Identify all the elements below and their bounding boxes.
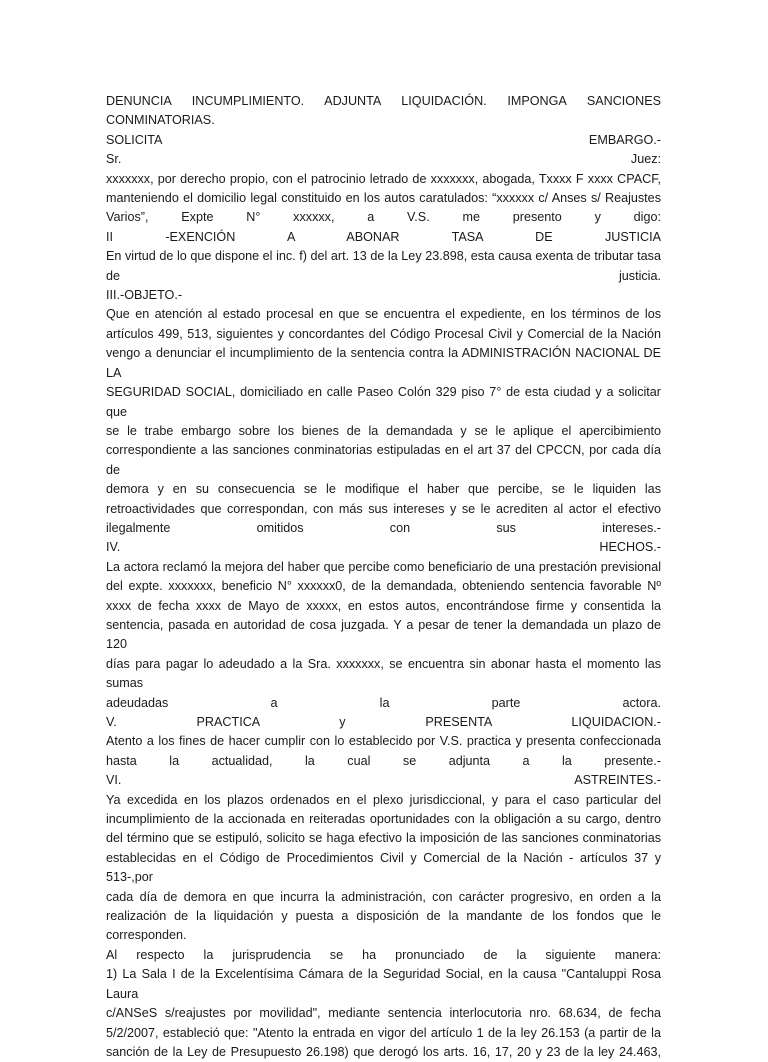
text-line: xxxxxxx, por derecho propio, con el patrocinio letrado de xxxxxxx, abogada, Txxxx F xxxx CPACF, bbox=[106, 171, 661, 186]
text-line: Que en atención al estado procesal en que se encuentra el expediente, en los términos de los bbox=[106, 307, 661, 322]
text-line: sanción de la Ley de Presupuesto 26.198) que derogó los arts. 16, 17, 20 y 23 de la ley 24.463, bbox=[106, 1044, 661, 1059]
text-line: IV. HECHOS.- bbox=[106, 540, 661, 555]
text-line: de justicia. bbox=[106, 268, 661, 283]
text-line: corresponden. bbox=[106, 928, 187, 943]
text-line: del expte. xxxxxxx, beneficio N° xxxxxx0, de la demandada, obteniendo sentencia favorable Nº bbox=[106, 579, 661, 594]
text-line: vengo a denunciar el incumplimiento de la sentencia contra la ADMINISTRACIÓN NACIONAL DE LA bbox=[106, 346, 661, 380]
text-line: III.-OBJETO.- bbox=[106, 288, 183, 303]
text-line: Sr. Juez: bbox=[106, 152, 661, 167]
text-line: ilegalmente omitidos con sus intereses.- bbox=[106, 520, 661, 535]
text-line: VI. ASTREINTES.- bbox=[106, 773, 661, 788]
text-line: demora y en su consecuencia se le modifique el haber que percibe, se le liquiden las bbox=[106, 482, 661, 497]
text-line: establecidas en el Código de Procedimientos Civil y Comercial de la Nación - artículos 37 y 513-,por bbox=[106, 850, 661, 885]
text-line: xxxx de fecha xxxx de Mayo de xxxxx, en estos autos, encontrándose firme y consentida la bbox=[106, 598, 661, 613]
text-line: Varios”, Expte N° xxxxxx, a V.S. me presento y digo: bbox=[106, 210, 661, 225]
text-line: cada día de demora en que incurra la administración, con carácter progresivo, en orden a la bbox=[106, 889, 661, 904]
text-line: SEGURIDAD SOCIAL, domiciliado en calle Paseo Colón 329 piso 7° de esta ciudad y a solicitar que bbox=[106, 385, 661, 419]
text-line: días para pagar lo adeudado a la Sra. xxxxxxx, se encuentra sin abonar hasta el momento las sumas bbox=[106, 656, 661, 691]
text-line: adeudadas a la parte actora. bbox=[106, 695, 661, 710]
text-line: 5/2/2007, estableció que: "Atento la entrada en vigor del artículo 1 de la ley 26.153 (a partir de la bbox=[106, 1025, 661, 1040]
text-line: Al respecto la jurisprudencia se ha pronunciado de la siguiente manera: bbox=[106, 947, 661, 962]
text-line: Ya excedida en los plazos ordenados en el plexo jurisdiccional, y para el caso particular del bbox=[106, 792, 661, 807]
text-line: c/ANSeS s/reajustes por movilidad", mediante sentencia interlocutoria nro. 68.634, de fecha bbox=[106, 1006, 661, 1021]
document-title: DENUNCIA INCUMPLIMIENTO. ADJUNTA LIQUIDACIÓN. IMPONGA SANCIONES CONMINATORIAS. bbox=[106, 94, 661, 128]
text-line: realización de la liquidación y puesta a disposición de la mandante de los fondos que le bbox=[106, 909, 661, 924]
text-line: sentencia, pasada en autoridad de cosa juzgada. Y a pesar de tener la demandada un plazo de 120 bbox=[106, 617, 661, 652]
text-line: V. PRACTICA y PRESENTA LIQUIDACION.- bbox=[106, 715, 661, 729]
text-line: SOLICITA EMBARGO.- bbox=[106, 132, 661, 147]
text-line: retroactividades que correspondan, con más sus intereses y se le acrediten al actor el efectivo bbox=[106, 501, 661, 516]
text-line: incumplimiento de la accionada en reiteradas oportunidades con la obligación a su cargo, dentro bbox=[106, 812, 661, 827]
text-line: 1) La Sala I de la Excelentísima Cámara de la Seguridad Social, en la causa "Cantaluppi Rosa Laura bbox=[106, 967, 661, 1001]
text-line: del término que se estipuló, solicito se haga efectivo la imposición de las sanciones conminatorias bbox=[106, 831, 661, 846]
document-page bbox=[106, 92, 661, 1062]
text-line: II -EXENCIÓN A ABONAR TASA DE JUSTICIA bbox=[106, 229, 661, 244]
text-line: se le trabe embargo sobre los bienes de la demandada y se le aplique el apercibimiento bbox=[106, 423, 661, 438]
text-line: artículos 499, 513, siguientes y concordantes del Código Procesal Civil y Comercial de la Nación bbox=[106, 326, 661, 341]
text-line: La actora reclamó la mejora del haber que percibe como beneficiario de una prestación previsional bbox=[106, 559, 661, 574]
text-line: En virtud de lo que dispone el inc. f) del art. 13 de la Ley 23.898, esta causa exenta de tributar tasa bbox=[106, 249, 661, 264]
text-line: manteniendo el domicilio legal constituido en los autos caratulados: “xxxxxx c/ Anses s/ Reajustes bbox=[106, 191, 661, 206]
text-line: hasta la actualidad, la cual se adjunta a la presente.- bbox=[106, 753, 661, 768]
text-line: Atento a los fines de hacer cumplir con lo establecido por V.S. practica y presenta confeccionada bbox=[106, 734, 661, 749]
text-line: correspondiente a las sanciones conminatorias estipuladas en el art 37 del CPCCN, por cada día de bbox=[106, 443, 661, 477]
